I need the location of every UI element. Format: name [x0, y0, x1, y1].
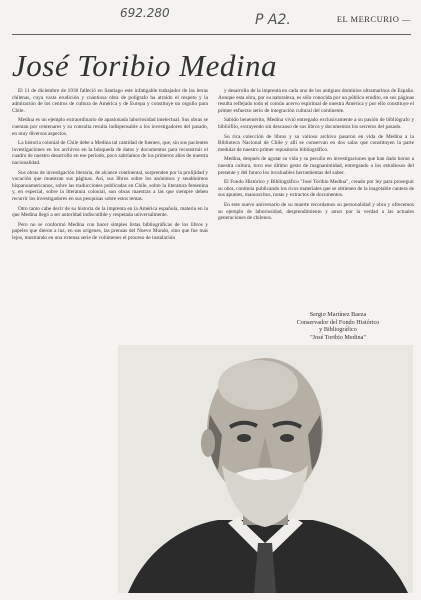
paragraph: y desarrollo de la imprenta en cada uno de los antiguos dominios ultramarinos de España. Aunque esta obra, por su naturaleza, es sólo conocida por un público erudito, en sus páginas resulta reflejado todo el común acervo espiritual de nuestra América y por ello constituye el primer esfuerzo serio de integración cultural del continente. [218, 88, 414, 114]
paragraph: Medina, después de agotar su vida y su peculio en investigaciones que han dado honor a nuestra cultura, tuvo ese último gesto de magnanimidad, entregando a los estudiosos del presente y del futuro los invaluables herramientas del saber. [218, 156, 414, 176]
paragraph: El Fondo Histórico y Bibliográfico "José Toribio Medina", creado por ley para proseguir su obra, continúa publicando los ricos materiales que se obtienen de la inagotable cantera de sus apuntes, manuscritos, notas y extractos de documentos. [218, 179, 414, 199]
author-role: y Bibliográfico [319, 326, 357, 334]
paragraph: Pero no se conformó Medina con hacer simples listas bibliográficas de los libros y papeles que dieron a luz, en sus orígenes, las prensas del Nuevo Mundo, sino que fue más lejos, mostrando en una extensa serie de volúmenes el proceso de instalación [12, 221, 208, 241]
paragraph: La historia colonial de Chile debe a Medina tal cantidad de fuentes, que, sin sus pacientes investigaciones en los archivos en la búsqueda de datos y documentos para reconstruir el cuadro de nuestro desarrollo en ese período, poco sabríamos de los primeros años de nuestra nacionalidad. [12, 140, 208, 166]
newspaper-name: EL MERCURIO — [336, 14, 411, 24]
author-name: Sergio Martínez Baeza [309, 311, 367, 318]
article-title: José Toribio Medina [12, 48, 277, 83]
paragraph: Sus obras de investigación literaria, de alcance continental, sorprenden por la prolijidad y vocación que muestran sus páginas. Así, sus libros sobre los anónimos y seudónimos hispanoamericanos, sobre las traducciones publicadas en Chile, sobre la literatura femenina y, en especial, sobre la literatura colonial, son obras maestras a las que siempre deben recurrir los investigadores en sus pesquisas sobre estos temas. [12, 169, 208, 202]
bearded-man-portrait-icon [118, 345, 413, 593]
author-role: "José Toribio Medina" [310, 333, 366, 341]
paragraph: Otro tanto cabe decir de su historia de la imprenta en la América española, materia en la que Medina llegó a ser autoridad indiscutible y respetada universalmente. [12, 205, 208, 219]
paragraph: En este nuevo aniversario de su muerte recordamos su personalidad y obra y ofrecemos su ejemplo de laboriosidad, desprendimiento y amor por la verdad a las actuales generaciones de chilenos. [218, 201, 414, 222]
paragraph: Su rica colección de libros y su valioso archivo pasaron en vida de Medina a la Biblioteca Nacional de Chile y allí se conservan en dos salas que constituyen la parte medular de nuestro primer repositorio bibliográfico. [218, 133, 414, 153]
author-signature [268, 311, 408, 341]
header-rule [12, 34, 411, 35]
paragraph: Sabido benemérito, Medina vivió entregado exclusivamente a su pasión de bibliógrafo y bibliófilo, extrayendo sin descanso de sus libros y documentos los secretos del pasado. [218, 117, 414, 130]
handwritten-catalog-number: 692.280 [120, 6, 170, 20]
portrait-photo [118, 345, 413, 593]
article-column-left [12, 88, 208, 244]
paragraph: Medina es un ejemplo extraordinario de apasionada laboriosidad intelectual. Sus obras se cuentan por centenares y su consulta resulta indispensable a los investigadores del pasado, en muy diversos aspectos. [12, 117, 208, 137]
handwritten-page-reference: P A2. [255, 12, 291, 28]
article-column-right [218, 88, 414, 225]
author-role: Conservador del Fondo Histórico [296, 318, 380, 326]
paragraph: El 11 de diciembre de 1930 falleció en Santiago este infatigable trabajador de las letras chilenas, cuya vasta erudición y cuantiosa obra de polígrafo ha atraído el respeto y la admiración de los centros de cultura de América y de Europa y constituye un orgullo para Chile. [12, 88, 208, 114]
